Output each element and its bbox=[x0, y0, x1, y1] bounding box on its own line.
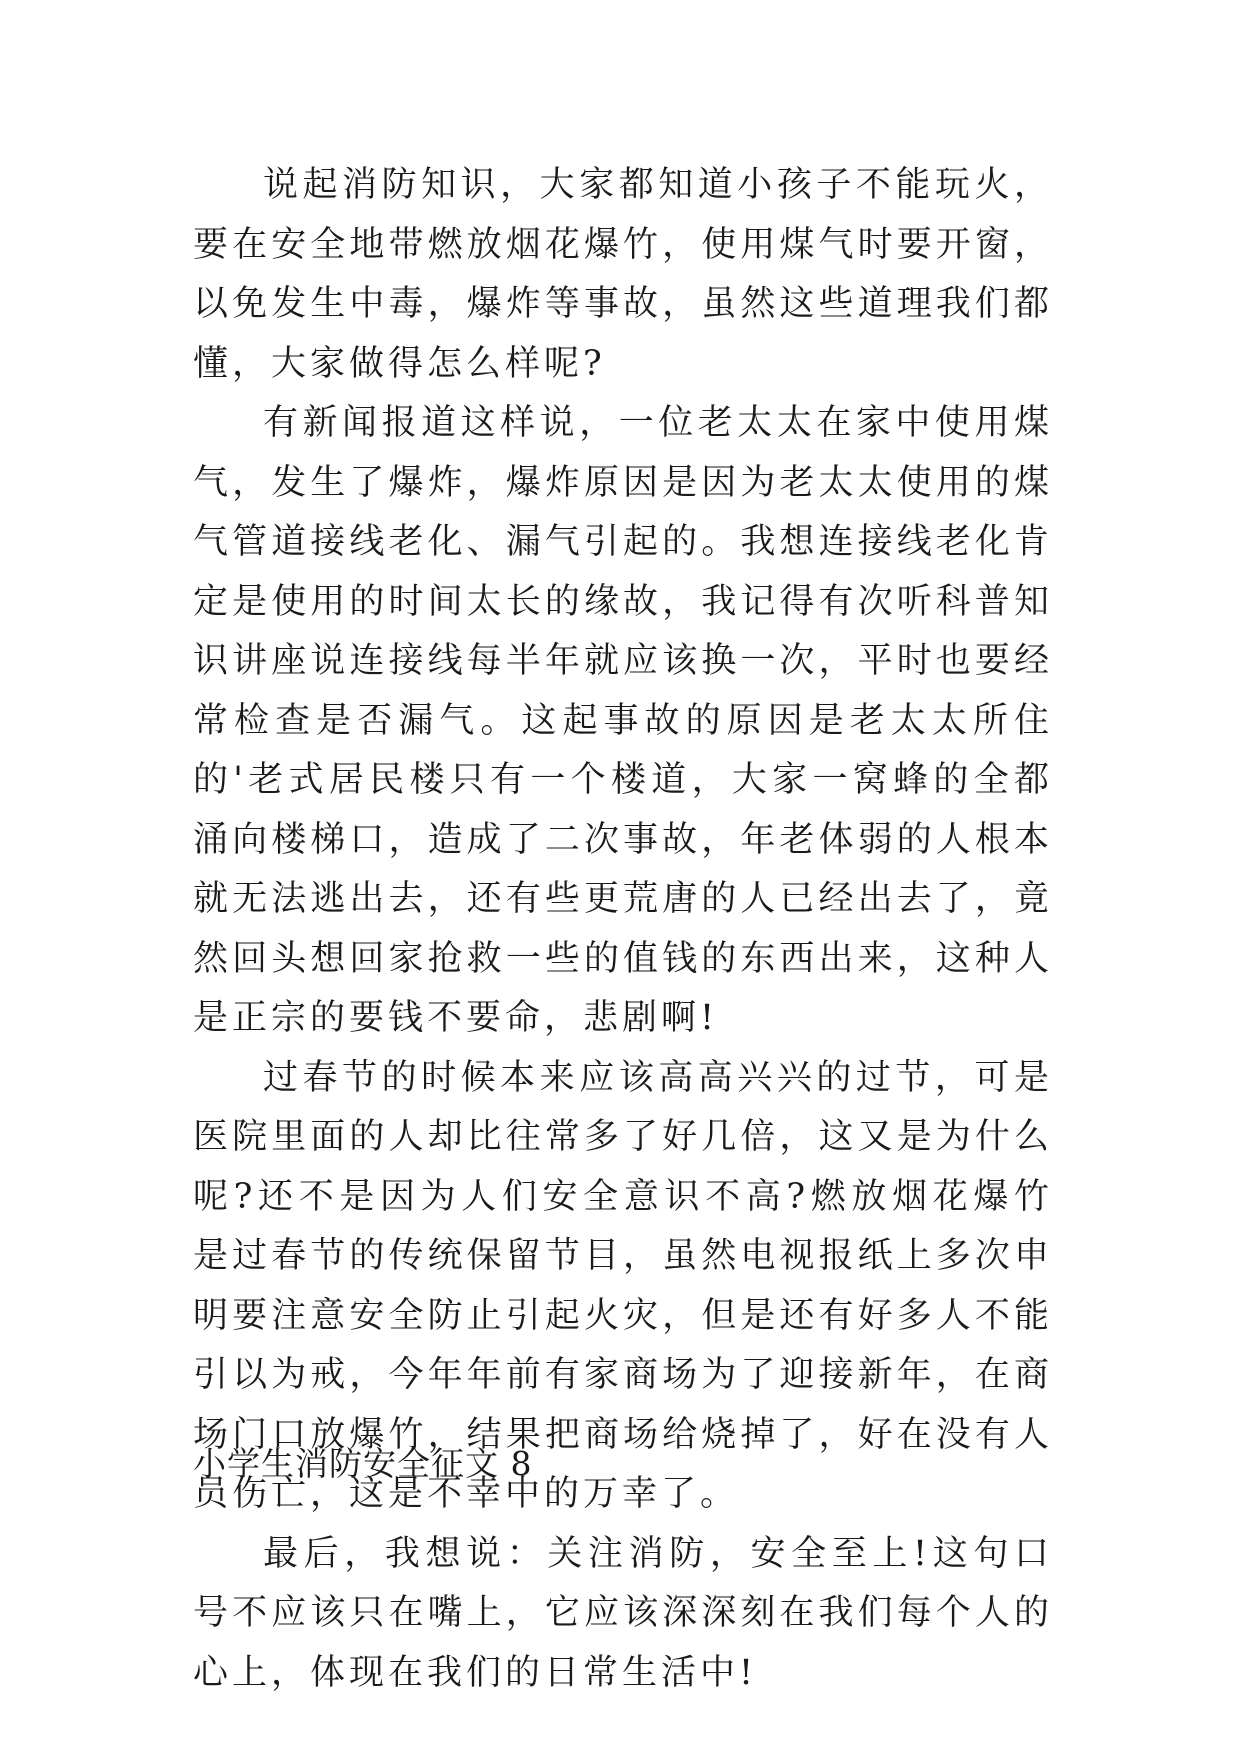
paragraph-1: 说起消防知识，大家都知道小孩子不能玩火，要在安全地带燃放烟花爆竹，使用煤气时要开窗，以免发生中毒，爆炸等事故，虽然这些道理我们都懂，大家做得怎么样呢? bbox=[193, 165, 1053, 384]
paragraph-2: 有新闻报道这样说，一位老太太在家中使用煤气，发生了爆炸，爆炸原因是因为老太太使用的煤气管道接线老化、漏气引起的。我想连接线老化肯定是使用的时间太长的缘故，我记得有次听科普知识讲座说连接线每半年就应该换一次，平时也要经常检查是否漏气。这起事故的原因是老太太所住的'老式居民楼只有一个楼道，大家一窝蜂的全都涌向楼梯口，造成了二次事故，年老体弱的人根本就无法逃出去，还有些更荒唐的人已经出去了，竟然回头想回家抢救一些的值钱的东西出来，这种人是正宗的要钱不要命，悲剧啊! bbox=[193, 403, 1053, 1038]
paragraph-4: 最后，我想说：关注消防，安全至上!这句口号不应该只在嘴上，它应该深深刻在我们每个人的心上，体现在我们的日常生活中! bbox=[193, 1533, 1053, 1693]
paragraph-3: 过春节的时候本来应该高高兴兴的过节，可是医院里面的人却比往常多了好几倍，这又是为什么呢?还不是因为人们安全意识不高?燃放烟花爆竹是过春节的传统保留节目，虽然电视报纸上多次申明要注意安全防止引起火灾，但是还有好多人不能引以为戒，今年年前有家商场为了迎接新年，在商场门口放爆竹，结果把商场给烧掉了，好在没有人员伤亡，这是不幸中的万幸了。 bbox=[193, 1057, 1053, 1514]
section-heading: 小学生消防安全征文 8 bbox=[193, 1444, 533, 1483]
